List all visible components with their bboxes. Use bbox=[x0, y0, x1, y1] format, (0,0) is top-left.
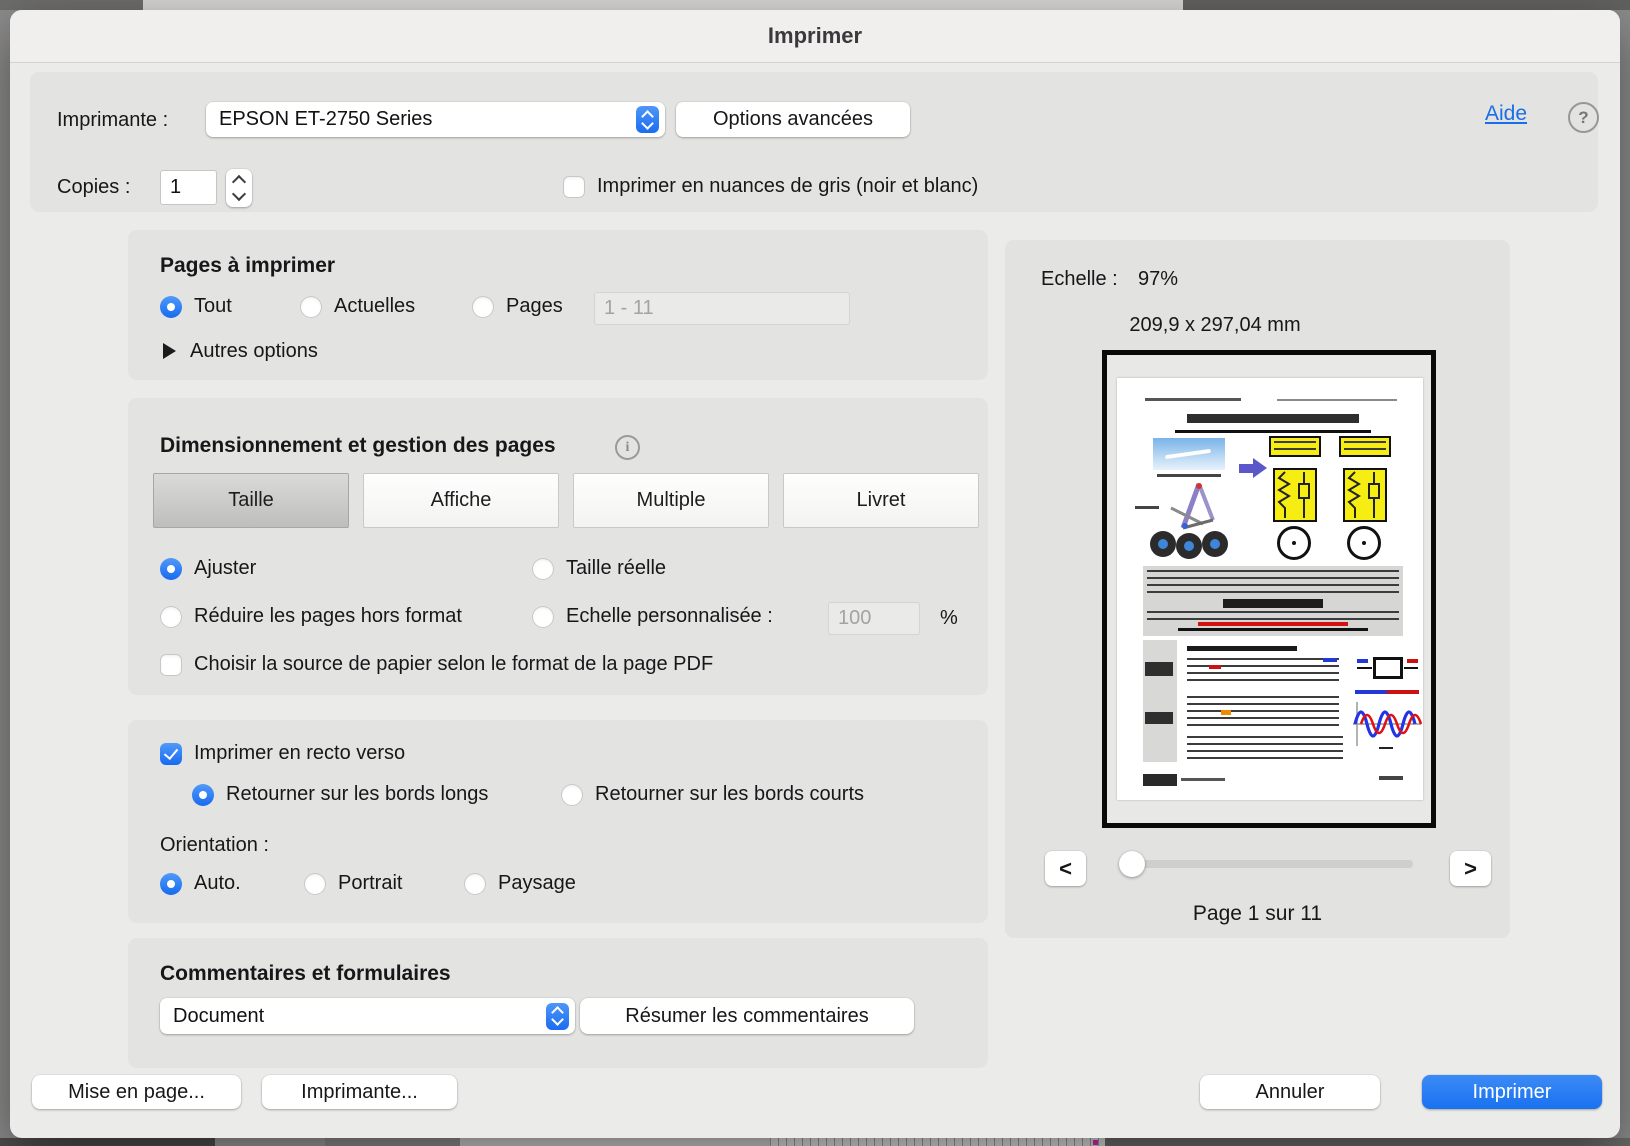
preview-paragraph-3 bbox=[1187, 736, 1343, 760]
preview-paragraph-1 bbox=[1187, 658, 1339, 684]
radio-icon bbox=[472, 296, 494, 318]
preview-gear-diagram bbox=[1139, 480, 1243, 560]
window-title: Imprimer bbox=[767, 23, 863, 48]
print-dialog bbox=[10, 10, 1620, 1138]
stepper-down-icon bbox=[232, 187, 246, 201]
preview-page-number bbox=[1379, 776, 1403, 780]
radio-current-pages[interactable]: Actuelles bbox=[300, 296, 415, 319]
radio-orientation-landscape[interactable]: Paysage bbox=[464, 873, 576, 896]
tab-livret[interactable]: Livret bbox=[783, 473, 979, 528]
comments-section-title: Commentaires et formulaires bbox=[160, 962, 451, 985]
sizing-section-title: Dimensionnement et gestion des pages bbox=[160, 434, 556, 457]
preview-section-heading bbox=[1187, 646, 1297, 651]
preview-figure-label bbox=[1157, 474, 1221, 477]
page-range-input[interactable] bbox=[594, 292, 850, 325]
radio-icon bbox=[160, 606, 182, 628]
radio-icon bbox=[160, 873, 182, 895]
page-setup-button[interactable]: Mise en page... bbox=[32, 1075, 241, 1109]
background-app-top-middle bbox=[143, 0, 1183, 10]
help-icon[interactable]: ? bbox=[1568, 102, 1599, 133]
radio-icon bbox=[300, 296, 322, 318]
tab-affiche[interactable]: Affiche bbox=[363, 473, 559, 528]
radio-icon bbox=[192, 784, 214, 806]
radio-icon bbox=[160, 296, 182, 318]
print-button[interactable]: Imprimer bbox=[1422, 1075, 1602, 1109]
help-link[interactable]: Aide bbox=[1485, 102, 1528, 125]
preview-block-diagram bbox=[1357, 654, 1419, 684]
radio-icon bbox=[304, 873, 326, 895]
background-app-top-left bbox=[0, 0, 143, 10]
preview-footer-line bbox=[1181, 778, 1225, 781]
background-app-ruler bbox=[770, 1138, 1105, 1146]
page-dimensions: 209,9 x 297,04 mm bbox=[1129, 314, 1301, 336]
duplex-section bbox=[128, 720, 988, 923]
preview-arrow-head-icon bbox=[1253, 458, 1267, 478]
copies-label: Copies : bbox=[57, 176, 131, 198]
percent-label: % bbox=[940, 607, 958, 629]
select-stepper-icon bbox=[546, 1003, 569, 1030]
comments-section bbox=[128, 938, 988, 1068]
pages-section bbox=[128, 230, 988, 380]
radio-custom-scale[interactable]: Echelle personnalisée : bbox=[532, 606, 773, 629]
radio-icon bbox=[561, 784, 583, 806]
preview-orange-highlight bbox=[1221, 710, 1231, 715]
radio-orientation-auto[interactable]: Auto. bbox=[160, 873, 241, 896]
copies-input[interactable] bbox=[160, 170, 217, 205]
background-app-bottom-3 bbox=[325, 1138, 460, 1146]
preview-sine-plot bbox=[1349, 698, 1423, 756]
preview-paragraph-2 bbox=[1187, 696, 1339, 729]
printer-select[interactable] bbox=[206, 102, 665, 137]
preview-red-highlight bbox=[1209, 665, 1221, 669]
printer-label: Imprimante : bbox=[57, 109, 169, 131]
scale-label: Echelle : bbox=[1041, 268, 1118, 290]
slider-track[interactable] bbox=[1120, 860, 1413, 868]
next-page-button[interactable]: > bbox=[1450, 851, 1491, 886]
preview-wheel-1 bbox=[1277, 526, 1311, 560]
copies-stepper[interactable] bbox=[226, 169, 252, 207]
preview-yellow-callout-2 bbox=[1339, 436, 1391, 457]
paper-source-checkbox[interactable]: Choisir la source de papier selon le format de la page PDF bbox=[160, 654, 713, 677]
preview-header-text bbox=[1145, 398, 1241, 401]
radio-fit[interactable]: Ajuster bbox=[160, 558, 256, 581]
printer-select-value: EPSON ET-2750 Series bbox=[219, 108, 433, 130]
background-app-magenta-marker bbox=[1093, 1140, 1098, 1145]
slider-thumb[interactable] bbox=[1119, 851, 1145, 877]
preview-doc-title bbox=[1175, 410, 1371, 433]
more-options-label: Autres options bbox=[190, 340, 318, 362]
preview-header-rule bbox=[1277, 399, 1397, 401]
prev-page-button[interactable]: < bbox=[1045, 851, 1086, 886]
preview-plot-caption bbox=[1355, 690, 1419, 694]
grayscale-checkbox[interactable] bbox=[563, 176, 978, 199]
summarize-comments-button[interactable]: Résumer les commentaires bbox=[580, 998, 914, 1034]
radio-icon bbox=[532, 606, 554, 628]
preview-spring-diagram-1 bbox=[1273, 468, 1317, 522]
radio-orientation-portrait[interactable]: Portrait bbox=[304, 873, 402, 896]
tab-multiple[interactable]: Multiple bbox=[573, 473, 769, 528]
radio-shrink-oversized[interactable]: Réduire les pages hors format bbox=[160, 606, 462, 629]
preview-blue-highlight bbox=[1323, 658, 1337, 662]
preview-margin-notes bbox=[1143, 640, 1177, 762]
preview-text-block bbox=[1143, 566, 1403, 636]
background-app-bottom-1 bbox=[0, 1138, 215, 1146]
pages-section-title: Pages à imprimer bbox=[160, 254, 336, 277]
duplex-checkbox[interactable]: Imprimer en recto verso bbox=[160, 743, 405, 766]
preview-yellow-callout-1 bbox=[1269, 436, 1321, 457]
background-app-bottom-5 bbox=[1105, 1138, 1630, 1146]
title-bar bbox=[10, 10, 1620, 63]
checkbox-icon bbox=[563, 176, 585, 198]
preview-red-note bbox=[1198, 622, 1348, 626]
page-status: Page 1 sur 11 bbox=[1192, 902, 1323, 925]
preview-spring-diagram-2 bbox=[1343, 468, 1387, 522]
preview-footer-stamp bbox=[1143, 774, 1177, 786]
grayscale-label: Imprimer en nuances de gris (noir et blanc) bbox=[597, 175, 979, 197]
radio-icon bbox=[532, 558, 554, 580]
preview-gear-label-left bbox=[1135, 506, 1159, 509]
custom-scale-input[interactable] bbox=[828, 602, 920, 635]
checkbox-icon bbox=[160, 743, 182, 765]
checkbox-icon bbox=[160, 654, 182, 676]
radio-flip-short-edge[interactable]: Retourner sur les bords courts bbox=[561, 784, 864, 807]
background-app-bottom-2 bbox=[215, 1138, 325, 1146]
preview-frame bbox=[1102, 350, 1436, 828]
info-icon[interactable]: i bbox=[615, 435, 640, 460]
radio-icon bbox=[160, 558, 182, 580]
printer-settings-button[interactable]: Imprimante... bbox=[262, 1075, 457, 1109]
comments-select[interactable] bbox=[160, 998, 575, 1034]
radio-actual-size[interactable]: Taille réelle bbox=[532, 558, 666, 581]
comments-select-value: Document bbox=[173, 1004, 265, 1027]
tab-taille[interactable]: Taille bbox=[153, 473, 349, 528]
radio-icon bbox=[464, 873, 486, 895]
disclosure-triangle-icon bbox=[163, 343, 176, 359]
background-app-bottom-4 bbox=[460, 1138, 770, 1146]
select-stepper-icon bbox=[636, 106, 659, 133]
cancel-button[interactable]: Annuler bbox=[1200, 1075, 1380, 1109]
radio-all-pages[interactable]: Tout bbox=[160, 296, 232, 319]
radio-flip-long-edge[interactable]: Retourner sur les bords longs bbox=[192, 784, 488, 807]
preview-page bbox=[1117, 378, 1423, 800]
advanced-options-button[interactable]: Options avancées bbox=[676, 102, 910, 137]
preview-wheel-2 bbox=[1347, 526, 1381, 560]
sizing-section bbox=[128, 398, 988, 695]
radio-page-range[interactable]: Pages bbox=[472, 296, 563, 319]
background-app-top-right bbox=[1183, 0, 1630, 10]
preview-airplane-image bbox=[1153, 438, 1225, 470]
orientation-label: Orientation : bbox=[160, 834, 269, 856]
printer-panel bbox=[30, 72, 1598, 212]
preview-arrow-icon bbox=[1239, 464, 1253, 473]
preview-panel bbox=[1005, 240, 1510, 938]
scale-value: 97% bbox=[1138, 268, 1179, 290]
